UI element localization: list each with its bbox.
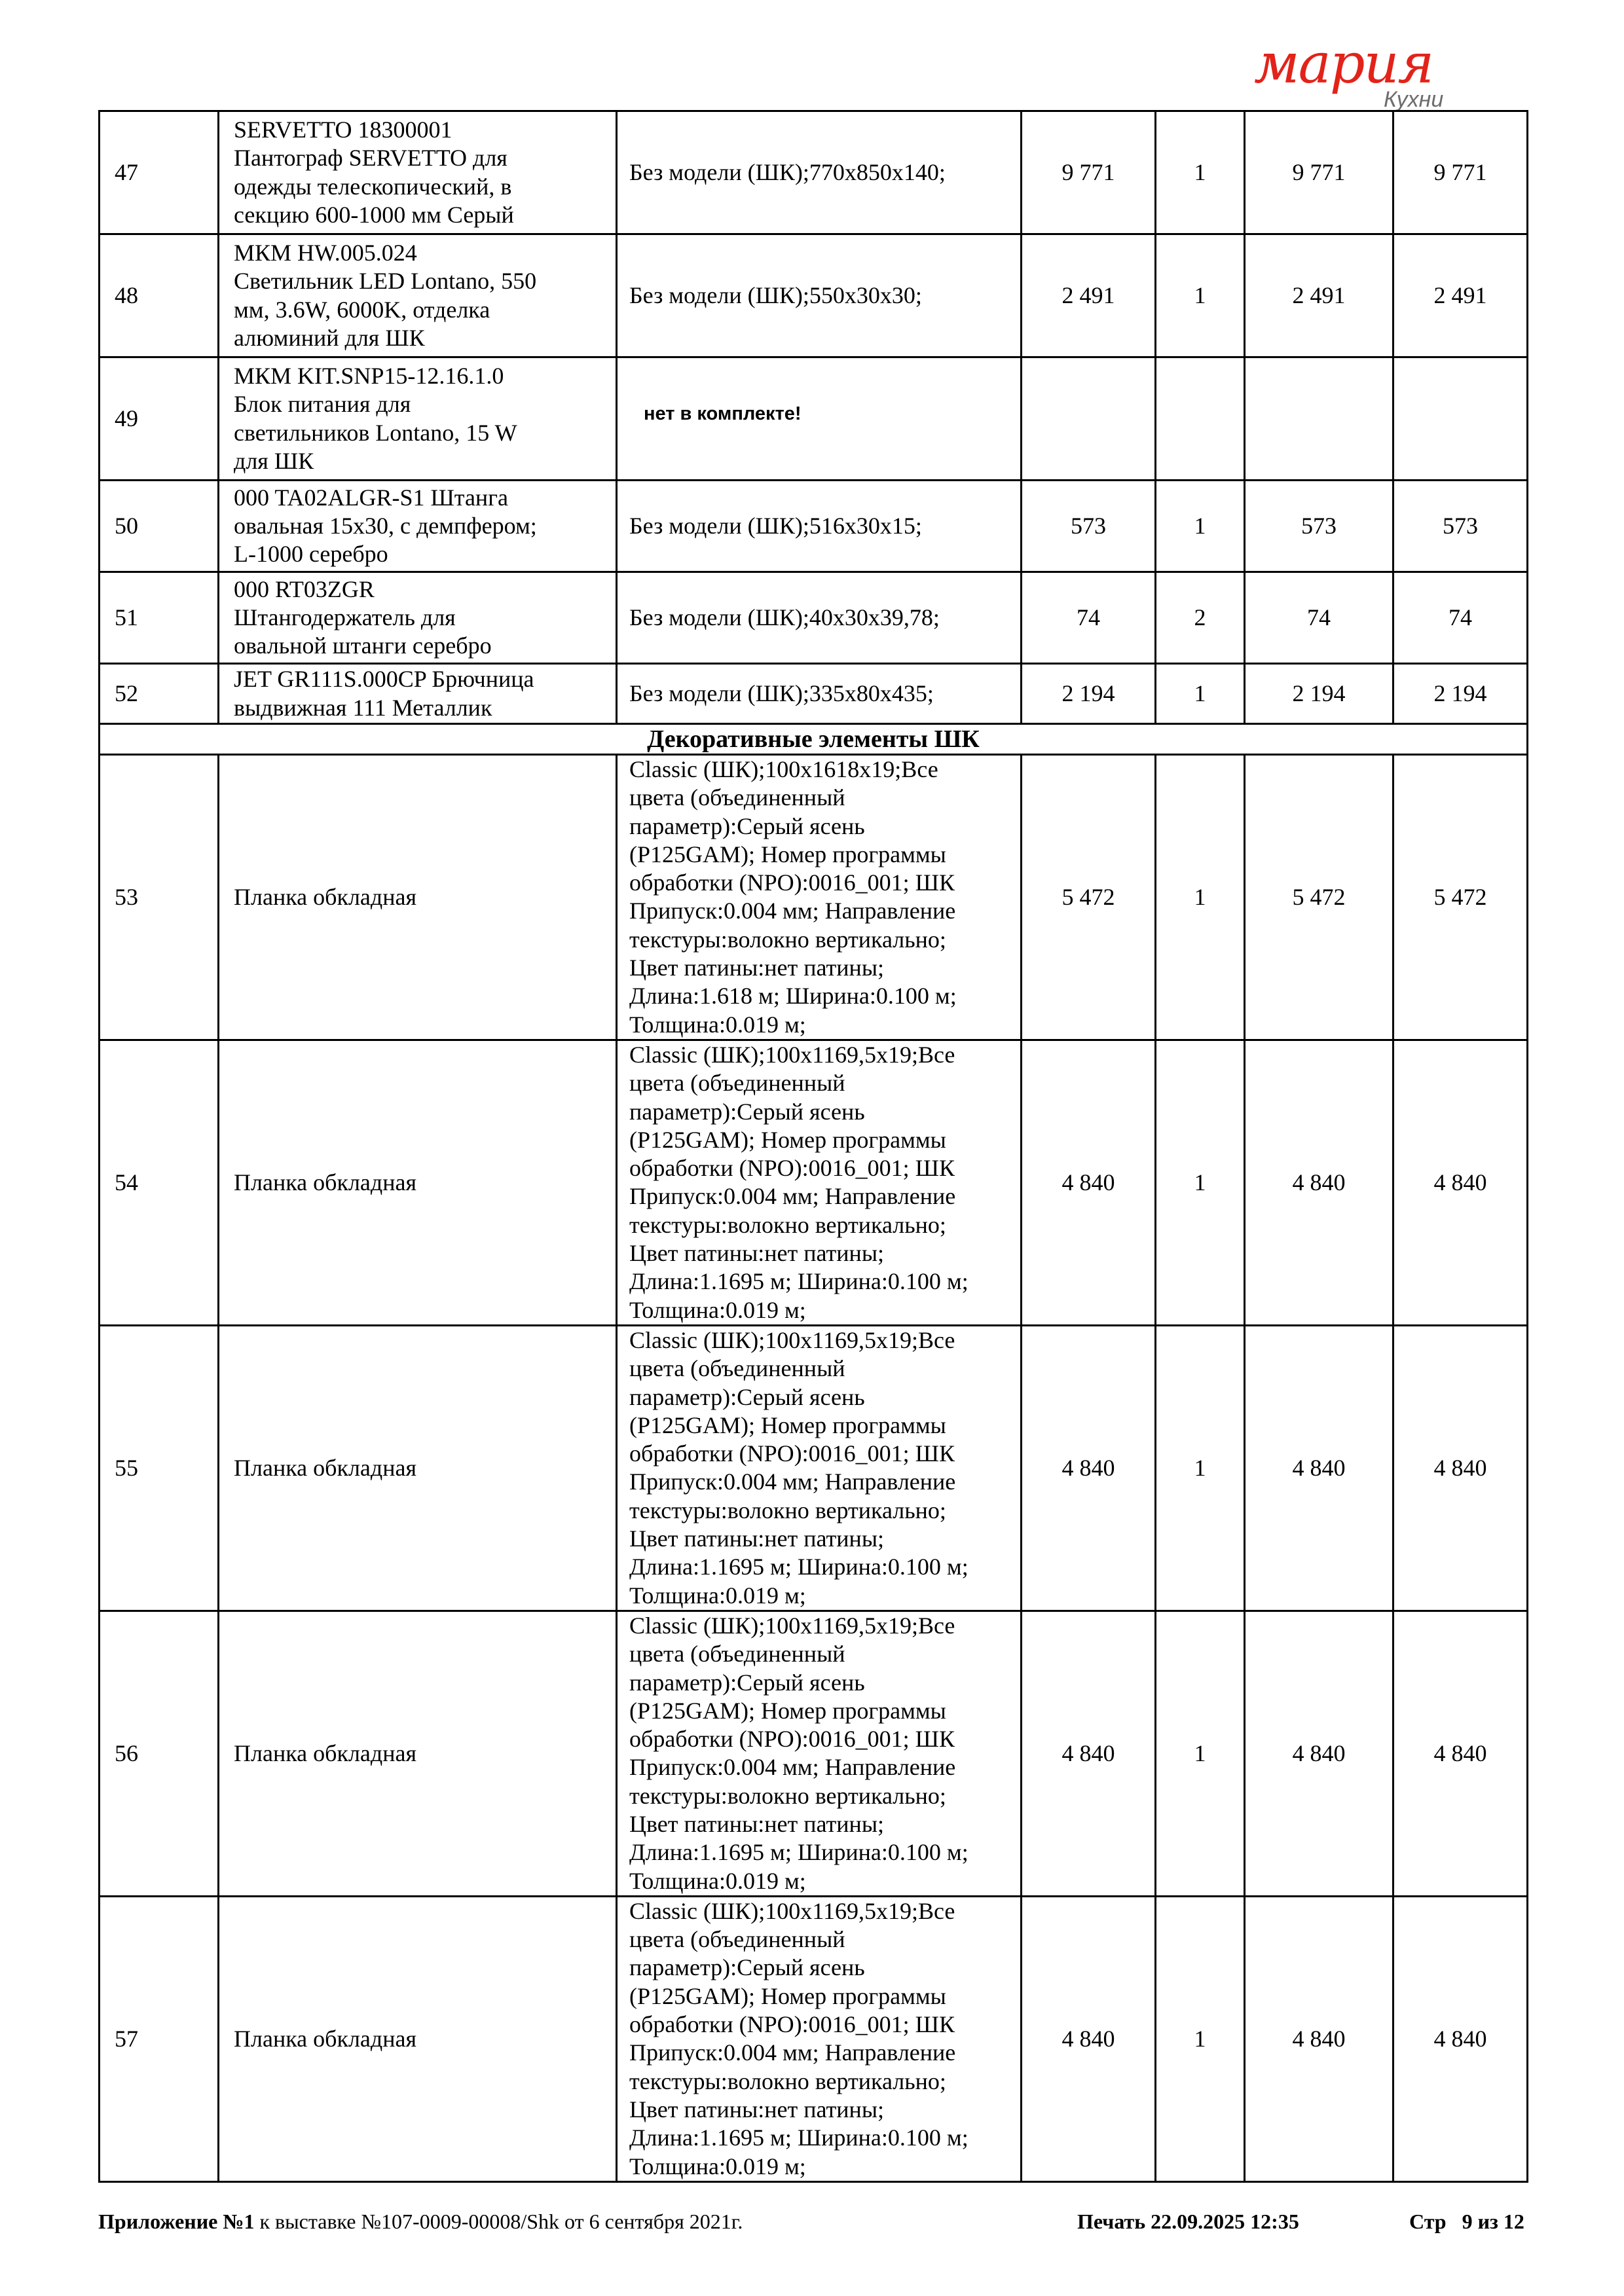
item-parameter-line: (P125GAM); Номер программы (629, 1412, 946, 1438)
sum-value: 9 771 (1292, 158, 1346, 185)
quantity-value: 2 (1194, 604, 1206, 630)
item-name-cell (219, 755, 617, 1040)
item-name-line: Штангодержатель для (234, 604, 456, 630)
price-value: 4 840 (1061, 1454, 1115, 1481)
sum-value: 4 840 (1292, 1454, 1346, 1481)
item-name-cell (219, 1611, 617, 1896)
item-name-cell (219, 664, 617, 724)
item-parameters-cell (617, 1040, 1022, 1325)
item-parameter-line: текстуры:волокно вертикально; (629, 2068, 946, 2094)
item-parameter-line: Толщина:0.019 м; (629, 1296, 806, 1323)
item-parameter-line: обработки (NPO):0016_001; ШК (629, 1726, 955, 1753)
item-parameter-line: параметр):Серый ясень (629, 1098, 865, 1125)
item-parameter-line: обработки (NPO):0016_001; ШК (629, 869, 955, 896)
item-name-line: овальной штанги серебро (234, 632, 492, 659)
table-row (100, 755, 1528, 1040)
quantity-value: 1 (1194, 512, 1206, 539)
total-cell (1393, 1896, 1528, 2181)
row-number-cell (100, 572, 219, 664)
price-value: 4 840 (1061, 1740, 1115, 1766)
row-number-cell (100, 481, 219, 572)
table-row (100, 234, 1528, 357)
table-row (100, 357, 1528, 481)
item-parameter-line: текстуры:волокно вертикально; (629, 1211, 946, 1238)
item-parameter-line: Без модели (ШК);516x30x15; (629, 512, 922, 539)
price-value: 9 771 (1061, 158, 1115, 185)
footer-appendix-rest: к выставке №107-0009-00008/Shk от 6 сентября 2021г. (254, 2210, 743, 2233)
sum-value: 4 840 (1292, 1169, 1346, 1195)
sum-cell (1245, 357, 1393, 481)
table-row (100, 1611, 1528, 1896)
sum-cell (1245, 572, 1393, 664)
item-parameter-line: Припуск:0.004 мм; Направление (629, 1183, 956, 1210)
item-parameters-cell (617, 111, 1022, 234)
price-cell (1022, 664, 1156, 724)
item-name-line: L-1000 серебро (234, 541, 388, 568)
footer-print-date (1077, 2210, 1299, 2234)
item-parameter-line: текстуры:волокно вертикально; (629, 1782, 946, 1809)
item-name-line: 000 RT03ZGR (234, 575, 375, 602)
item-name-cell (219, 1040, 617, 1325)
sum-cell (1245, 1325, 1393, 1611)
sum-cell (1245, 1040, 1393, 1325)
item-parameter-line: Длина:1.1695 м; Ширина:0.100 м; (629, 1839, 969, 1866)
total-cell (1393, 481, 1528, 572)
item-parameter-line: Цвет патины:нет патины; (629, 1240, 885, 1267)
item-parameter-line: Без модели (ШК);335x80x435; (629, 680, 934, 706)
price-cell (1022, 111, 1156, 234)
section-title: Декоративные элементы ШК (100, 724, 1528, 755)
row-number-cell (100, 234, 219, 357)
sum-cell (1245, 755, 1393, 1040)
item-parameter-line: Длина:1.1695 м; Ширина:0.100 м; (629, 2124, 969, 2151)
item-parameter-line: обработки (NPO):0016_001; ШК (629, 1155, 955, 1182)
total-value: 573 (1443, 512, 1478, 539)
row-number: 55 (115, 1454, 138, 1481)
row-number: 47 (115, 158, 138, 185)
sum-value: 573 (1301, 512, 1337, 539)
quantity-value: 1 (1194, 883, 1206, 910)
item-parameter-line: Толщина:0.019 м; (629, 2153, 806, 2179)
sum-cell (1245, 111, 1393, 234)
item-parameter-line: (P125GAM); Номер программы (629, 1126, 946, 1153)
item-parameters-cell (617, 572, 1022, 664)
item-parameter-line: Длина:1.1695 м; Ширина:0.100 м; (629, 1554, 969, 1580)
quantity-cell (1156, 755, 1245, 1040)
price-value: 573 (1071, 512, 1106, 539)
item-parameters-cell (617, 664, 1022, 724)
item-parameter-line: Толщина:0.019 м; (629, 1011, 806, 1038)
total-value: 74 (1449, 604, 1472, 630)
total-cell (1393, 572, 1528, 664)
quantity-value: 1 (1194, 158, 1206, 185)
price-cell (1022, 481, 1156, 572)
quantity-value: 1 (1194, 282, 1206, 308)
row-number: 53 (115, 883, 138, 910)
item-parameter-line: Припуск:0.004 мм; Направление (629, 1468, 956, 1495)
price-cell (1022, 1325, 1156, 1611)
row-number: 51 (115, 604, 138, 630)
footer-printed: Печать 22.09.2025 12:35 (1077, 2210, 1299, 2233)
item-parameter-line: текстуры:волокно вертикально; (629, 926, 946, 953)
quantity-cell (1156, 481, 1245, 572)
quantity-value: 1 (1194, 1454, 1206, 1481)
item-parameter-line: Classic (ШК);100x1169,5x19;Все (629, 1897, 955, 1924)
row-number-cell (100, 1325, 219, 1611)
item-name-line: светильников Lontano, 15 W (234, 419, 517, 446)
total-value: 2 491 (1433, 282, 1487, 308)
item-parameter-line: параметр):Серый ясень (629, 1383, 865, 1410)
item-parameter-line: Цвет патины:нет патины; (629, 2096, 885, 2123)
row-number: 49 (115, 405, 138, 431)
row-number-cell (100, 1040, 219, 1325)
row-number-cell (100, 1611, 219, 1896)
total-value: 5 472 (1433, 883, 1487, 910)
table-row (100, 664, 1528, 724)
item-parameter-line: (P125GAM); Номер программы (629, 1982, 946, 2009)
item-parameter-line: цвета (объединенный (629, 1926, 845, 1953)
item-parameter-line: Длина:1.618 м; Ширина:0.100 м; (629, 983, 957, 1010)
item-parameter-line: Classic (ШК);100x1169,5x19;Все (629, 1041, 955, 1068)
item-name-cell (219, 572, 617, 664)
quantity-value: 1 (1194, 680, 1206, 706)
price-value: 4 840 (1061, 1169, 1115, 1195)
item-parameter-line: (P125GAM); Номер программы (629, 1697, 946, 1724)
quantity-cell (1156, 1896, 1245, 2181)
quantity-value: 1 (1194, 2025, 1206, 2052)
quantity-cell (1156, 111, 1245, 234)
item-name-line: для ШК (234, 447, 314, 474)
sum-value: 2 491 (1292, 282, 1346, 308)
item-parameter-line: обработки (NPO):0016_001; ШК (629, 1440, 955, 1467)
item-name-line: овальная 15x30, с демпфером; (234, 512, 537, 539)
item-name-line: Планка обкладная (234, 1454, 416, 1481)
price-cell (1022, 357, 1156, 481)
row-number: 52 (115, 680, 138, 706)
total-cell (1393, 111, 1528, 234)
item-name-line: Планка обкладная (234, 2025, 416, 2052)
item-parameter-line: Classic (ШК);100x1618x19;Все (629, 756, 938, 782)
footer-page-value: 9 из 12 (1462, 2210, 1524, 2233)
item-name-line: одежды телескопический, в (234, 173, 512, 200)
price-cell (1022, 572, 1156, 664)
item-name-cell (219, 1325, 617, 1611)
row-number: 48 (115, 282, 138, 308)
price-cell (1022, 234, 1156, 357)
item-parameter-line: текстуры:волокно вертикально; (629, 1497, 946, 1523)
sum-value: 4 840 (1292, 1740, 1346, 1766)
item-parameter-line: обработки (NPO):0016_001; ШК (629, 2011, 955, 2038)
price-cell (1022, 1611, 1156, 1896)
item-name-line: JET GR111S.000CP Брючница (234, 666, 534, 693)
price-cell (1022, 755, 1156, 1040)
item-name-line: Пантограф SERVETTO для (234, 145, 507, 172)
item-parameter-line: Цвет патины:нет патины; (629, 1525, 885, 1552)
item-parameter-line: Цвет патины:нет патины; (629, 955, 885, 981)
item-parameters-cell (617, 1611, 1022, 1896)
total-cell (1393, 1325, 1528, 1611)
item-name-line: Планка обкладная (234, 883, 416, 910)
item-name-line: SERVETTO 18300001 (234, 116, 452, 143)
price-value: 4 840 (1061, 2025, 1115, 2052)
total-value: 4 840 (1433, 1740, 1487, 1766)
sum-value: 4 840 (1292, 2025, 1346, 2052)
item-parameter-line: Длина:1.1695 м; Ширина:0.100 м; (629, 1268, 969, 1295)
table-row (100, 111, 1528, 234)
logo-brand-text: мария (1254, 31, 1433, 96)
company-logo (1254, 31, 1509, 115)
item-name-cell (219, 234, 617, 357)
quantity-value: 1 (1194, 1740, 1206, 1766)
sum-value: 5 472 (1292, 883, 1346, 910)
item-name-line: МКМ KIT.SNP15-12.16.1.0 (234, 362, 504, 389)
footer-appendix-bold: Приложение №1 (98, 2210, 255, 2233)
item-parameter-line: Без модели (ШК);40x30x39,78; (629, 604, 940, 630)
price-cell (1022, 1896, 1156, 2181)
item-name-line: секцию 600-1000 мм Серый (234, 201, 514, 228)
total-value: 2 194 (1433, 680, 1487, 706)
price-value: 2 194 (1061, 680, 1115, 706)
item-name-line: Блок питания для (234, 391, 411, 418)
quantity-cell (1156, 1611, 1245, 1896)
sum-cell (1245, 234, 1393, 357)
quantity-value: 1 (1194, 1169, 1206, 1195)
sum-cell (1245, 1611, 1393, 1896)
sum-value: 2 194 (1292, 680, 1346, 706)
total-cell (1393, 1040, 1528, 1325)
row-number-cell (100, 1896, 219, 2181)
quantity-cell (1156, 664, 1245, 724)
item-parameter-line: параметр):Серый ясень (629, 1669, 865, 1696)
item-parameters-cell (617, 755, 1022, 1040)
total-cell (1393, 234, 1528, 357)
footer-appendix (98, 2210, 743, 2234)
quantity-cell (1156, 1040, 1245, 1325)
item-parameter-line: цвета (объединенный (629, 784, 845, 811)
item-name-line: Светильник LED Lontano, 550 (234, 268, 537, 295)
item-parameter-line: цвета (объединенный (629, 1641, 845, 1667)
total-value: 4 840 (1433, 2025, 1487, 2052)
total-cell (1393, 664, 1528, 724)
item-parameter-line: Без модели (ШК);770x850x140; (629, 158, 946, 185)
item-name-line: 000 TA02ALGR-S1 Штанга (234, 484, 508, 511)
sum-cell (1245, 664, 1393, 724)
price-value: 5 472 (1061, 883, 1115, 910)
row-number: 54 (115, 1169, 138, 1195)
item-name-cell (219, 481, 617, 572)
section-header-row (100, 724, 1528, 755)
item-name-line: Планка обкладная (234, 1169, 416, 1195)
item-parameter-line: Classic (ШК);100x1169,5x19;Все (629, 1326, 955, 1353)
table-row (100, 1325, 1528, 1611)
item-parameters-cell (617, 1896, 1022, 2181)
table-row (100, 1896, 1528, 2181)
specification-table (98, 110, 1528, 2183)
item-name-cell (219, 357, 617, 481)
row-number: 57 (115, 2025, 138, 2052)
item-parameters-cell (617, 357, 1022, 481)
total-value: 4 840 (1433, 1169, 1487, 1195)
total-cell (1393, 755, 1528, 1040)
item-name-line: мм, 3.6W, 6000K, отделка (234, 296, 490, 323)
item-name-cell (219, 1896, 617, 2181)
table-row (100, 481, 1528, 572)
price-value: 74 (1077, 604, 1100, 630)
sum-cell (1245, 481, 1393, 572)
item-parameter-line: Толщина:0.019 м; (629, 1867, 806, 1894)
row-number: 50 (115, 512, 138, 539)
total-value: 9 771 (1433, 158, 1487, 185)
total-cell (1393, 1611, 1528, 1896)
item-name-line: Планка обкладная (234, 1740, 416, 1766)
quantity-cell (1156, 572, 1245, 664)
item-parameter-line: Припуск:0.004 мм; Направление (629, 898, 956, 924)
item-name-line: выдвижная 111 Металлик (234, 694, 492, 721)
item-name-cell (219, 111, 617, 234)
item-parameter-line: параметр):Серый ясень (629, 1954, 865, 1981)
item-name-line: МКМ HW.005.024 (234, 239, 417, 266)
item-name-line: алюминий для ШК (234, 324, 425, 351)
total-cell (1393, 357, 1528, 481)
item-parameter-line: Без модели (ШК);550x30x30; (629, 282, 922, 308)
row-number-cell (100, 664, 219, 724)
item-parameter-line: Толщина:0.019 м; (629, 1582, 806, 1609)
quantity-cell (1156, 357, 1245, 481)
price-cell (1022, 1040, 1156, 1325)
table-row (100, 572, 1528, 664)
row-number: 56 (115, 1740, 138, 1766)
table-row (100, 1040, 1528, 1325)
footer-page-number (1409, 2210, 1524, 2234)
item-parameter-line: Припуск:0.004 мм; Направление (629, 1754, 956, 1781)
price-value: 2 491 (1061, 282, 1115, 308)
item-parameter-line: Припуск:0.004 мм; Направление (629, 2039, 956, 2066)
row-number-cell (100, 357, 219, 481)
row-number-cell (100, 111, 219, 234)
item-parameters-cell (617, 481, 1022, 572)
logo-subtitle: Кухни (1384, 87, 1444, 112)
sum-value: 74 (1307, 604, 1331, 630)
footer-page-label: Стр (1409, 2210, 1447, 2233)
item-parameter-line: Classic (ШК);100x1169,5x19;Все (629, 1612, 955, 1639)
item-parameters-cell (617, 1325, 1022, 1611)
item-parameters-cell (617, 234, 1022, 357)
total-value: 4 840 (1433, 1454, 1487, 1481)
not-included-note: нет в комплекте! (644, 403, 802, 425)
item-parameter-line: цвета (объединенный (629, 1070, 845, 1097)
row-number-cell (100, 755, 219, 1040)
quantity-cell (1156, 234, 1245, 357)
sum-cell (1245, 1896, 1393, 2181)
item-parameter-line: Цвет патины:нет патины; (629, 1810, 885, 1837)
item-parameter-line: (P125GAM); Номер программы (629, 841, 946, 867)
item-parameter-line: параметр):Серый ясень (629, 812, 865, 839)
quantity-cell (1156, 1325, 1245, 1611)
item-parameter-line: цвета (объединенный (629, 1355, 845, 1382)
